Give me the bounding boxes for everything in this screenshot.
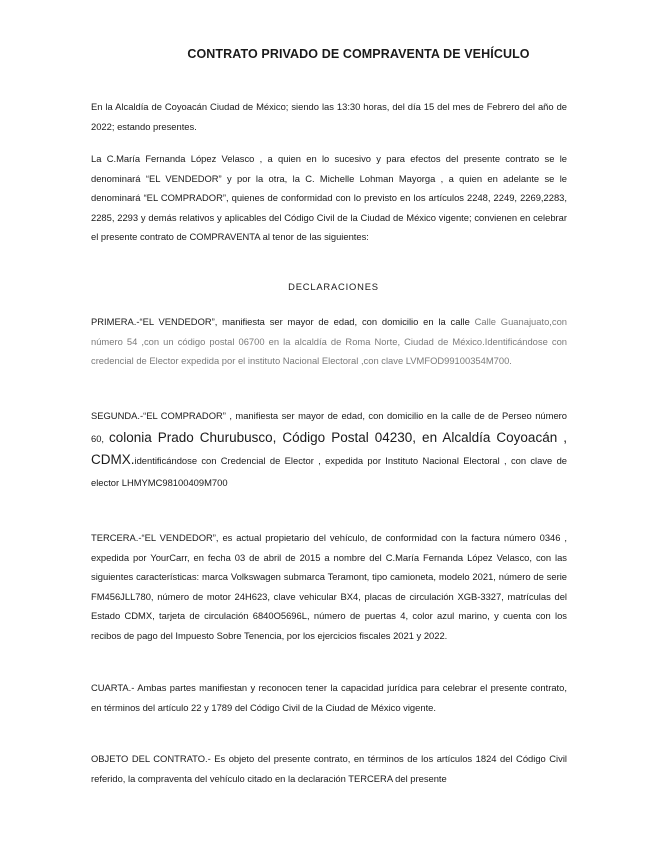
page-title: CONTRATO PRIVADO DE COMPRAVENTA DE VEHÍCULO [187,47,530,61]
primera-rest: Calle Guanajuato,con número 54 ,con un código postal 06700 en la alcaldía de Roma Norte, Ciudad de México.Identificándose con credencial de Elector expedida por el instituto Nacional Electoral ,con clave LVMFOD99100354M700. [91,316,568,367]
declaration-segunda [91,405,567,493]
segunda-lead: SEGUNDA.-“EL COMPRADOR” , manifiesta ser mayor de edad, con domicilio en la calle de de Perseo número 60, [91,410,567,444]
declaration-cuarta: CUARTA.- Ambas partes manifiestan y reconocen tener la capacidad jurídica para celebrar el presente contrato, en términos del artículo 22 y 1789 del Código Civil de la Ciudad de México vigente. [91,682,567,713]
parties-paragraph: La C.María Fernanda López Velasco , a quien en lo sucesivo y para efectos del presente contrato se le denominará “EL VENDEDOR” y por la otra, la C. Michelle Lohman Mayorga , a quien en adelante se le denominará “EL COMPRADOR”, quienes de conformidad con lo previsto en los artículos 2248, 2249, 2269,2283, 2285, 2293 y demás relativos y aplicables del Código Civil de la Ciudad de México vigente; convienen en celebrar el presente contrato de COMPRAVENTA al tenor de las siguientes: [91,153,567,243]
contract-object: OBJETO DEL CONTRATO.- Es objeto del presente contrato, en términos de los artículos 1824 del Código Civil referido, la compraventa del vehículo citado en la declaración TERCERA del presente [91,753,567,784]
segunda-address: colonia Prado Churubusco, Código Postal 04230, en Alcaldía Coyoacán , CDMX. [91,429,567,467]
segunda-rest: identificándose con Credencial de Elector , expedida por Instituto Nacional Electoral , con clave de elector LHMYMC98100409M700 [91,455,567,488]
declaration-tercera: TERCERA.-“EL VENDEDOR”, es actual propietario del vehículo, de conformidad con la factura número 0346 , expedida por YourCarr, en fecha 03 de abril de 2015 a nombre del C.María Fernanda López Velasco, con las siguientes características: marca Volkswagen submarca Teramont, tipo camioneta, modelo 2021, número de serie FM456JLL780, número de motor 24H623, clave vehicular BX4, placas de circulación XGB-3327, matrículas del Estado CDMX, tarjeta de circulación 6840O5696L, número de puertas 4, color azul marino, y cuenta con los recibos de pago del Impuesto Sobre Tenencia, por los ejercicios fiscales 2021 y 2022. [91,532,567,641]
declarations-heading: DECLARACIONES [288,281,379,292]
intro-paragraph: En la Alcaldía de Coyoacán Ciudad de México; siendo las 13:30 horas, del día 15 del mes de Febrero del año de 2022; estando presentes. [91,101,567,132]
primera-lead: PRIMERA.-“EL VENDEDOR”, manifiesta ser mayor de edad, con domicilio en la calle [91,316,470,327]
declaration-primera [91,312,567,371]
